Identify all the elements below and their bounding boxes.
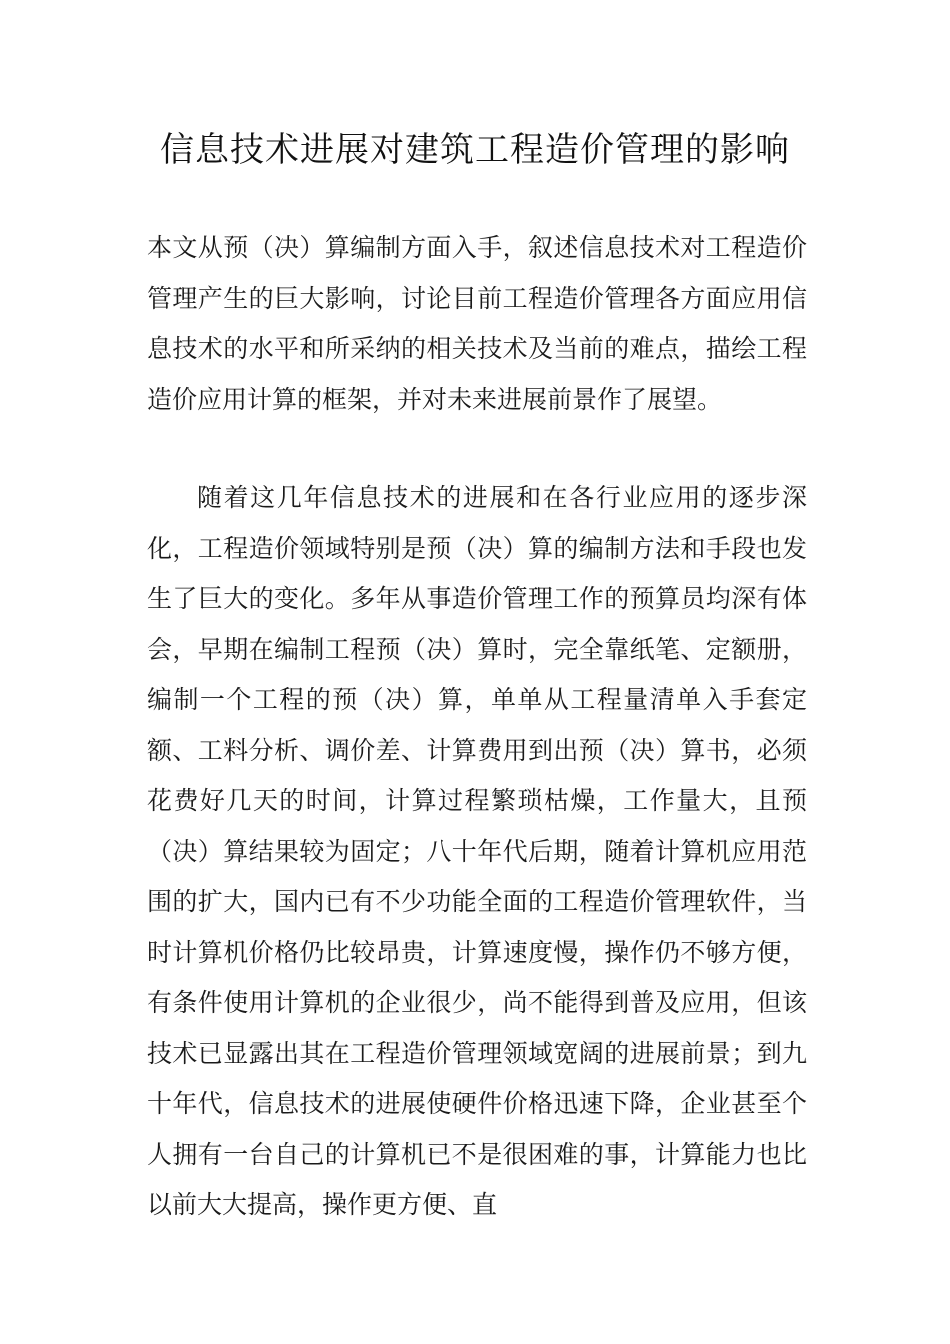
body-paragraph: 随着这几年信息技术的进展和在各行业应用的逐步深化，工程造价领域特别是预（决）算的编制方法和手段也发生了巨大的变化。多年从事造价管理工作的预算员均深有体会，早期在编制工程预（决）算时，完全靠纸笔、定额册，编制一个工程的预（决）算，单单从工程量清单入手套定额、工料分析、调价差、计算费用到出预（决）算书，必须花费好几天的时间，计算过程繁琐枯燥，工作量大，且预（决）算结果较为固定；八十年代后期，随着计算机应用范围的扩大，国内已有不少功能全面的工程造价管理软件，当时计算机价格仍比较昂贵，计算速度慢，操作仍不够方便，有条件使用计算机的企业很少，尚不能得到普及应用，但该技术已显露出其在工程造价管理领域宽阔的进展前景；到九十年代，信息技术的进展使硬件价格迅速下降，企业甚至个人拥有一台自己的计算机已不是很困难的事，计算能力也比以前大大提高，操作更方便、直 <box>147 483 807 1219</box>
abstract-paragraph: 本文从预（决）算编制方面入手，叙述信息技术对工程造价管理产生的巨大影响，讨论目前工程造价管理各方面应用信息技术的水平和所采纳的相关技术及当前的难点，描绘工程造价应用计算的框架，并对未来进展前景作了展望。 <box>147 233 807 414</box>
document-title: 信息技术进展对建筑工程造价管理的影响 <box>160 130 790 170</box>
